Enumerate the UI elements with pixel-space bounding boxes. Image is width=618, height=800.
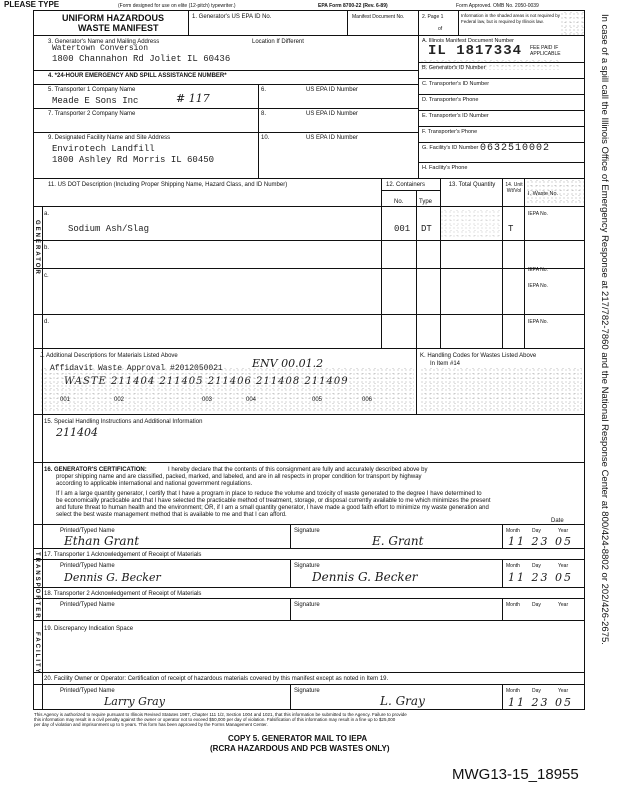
handwritten-env-code: ENV 00.01.2: [252, 357, 324, 370]
field-f-label: F. Transporter's Phone: [422, 129, 478, 135]
footer-law-line1: This Agency is authorized to require pursuant to Illinois Revised Statutes 1987, Chapter 111 1/2, Section 1004 and 1021, that this information be submitted to the Agency. Failure to provide: [34, 712, 407, 717]
section8-label: 8.: [261, 111, 267, 117]
side-label-transporter: TRANSPORTER: [34, 552, 40, 620]
generator-month-label: Month: [506, 528, 520, 534]
field-d-label: D. Transporter's Phone: [422, 97, 479, 103]
section10-epa-label: US EPA ID Number: [306, 135, 358, 141]
facility-id-number: 0632510002: [480, 143, 551, 154]
cert-line6: and future threat to human health and the environment; OR, if I am a small quantity generator, I have made a good faith effort to minimize my waste generation and: [56, 505, 489, 511]
facility-printed-name-label: Printed/Typed Name: [60, 688, 115, 694]
side-label-facility: FACILITY: [34, 632, 40, 675]
footer-law-line3: per day of violation and imprisonment up to 5 years. This form has been approved by the Forms Management Center.: [34, 722, 268, 727]
section19-label: 19. Discrepancy Indication Space: [44, 626, 134, 632]
field-e-label: E. Transporter's ID Number: [422, 113, 489, 119]
facility-name-handwritten: Larry Gray: [104, 695, 165, 708]
scan-noise: [420, 368, 582, 412]
generator-signature-handwritten: E. Grant: [372, 534, 424, 548]
scan-noise: [40, 368, 414, 412]
footer-law-line2: this information may result in a civil penalty against the owner or operator not to exceed $50,000 per day of violation. Falsification of this information may result in a fine up to $25,000: [34, 717, 396, 722]
please-type-label: PLEASE TYPE: [4, 0, 60, 9]
section6-label: 6.: [261, 87, 267, 93]
elite-note: (Form designed for use on elite (12-pitch) typewriter.): [118, 3, 236, 9]
page-label: 2. Page 1: [422, 14, 444, 20]
fee-paid-note: FEE PAID IF APPLICABLE: [530, 45, 561, 57]
section3-label: 3. Generator's Name and Mailing Address: [48, 39, 160, 45]
row-a-description: Sodium Ash/Slag: [68, 224, 150, 234]
facility-year-label: Year: [558, 688, 569, 694]
form-title-line1: UNIFORM HAZARDOUS: [62, 13, 164, 23]
row-c-iepa-label: IEPA No.: [528, 283, 548, 289]
copy-instruction-sub: (RCRA HAZARDOUS AND PCB WASTES ONLY): [210, 744, 390, 753]
section18-label: 18. Transporter 2 Acknowledgement of Receipt of Materials: [44, 591, 202, 597]
facility-day-label: Day: [532, 688, 541, 694]
section15-label: 15. Special Handling Instructions and Additional Information: [44, 419, 203, 425]
generator-name-handwritten: Ethan Grant: [64, 534, 140, 548]
row-a-unit: T: [508, 224, 514, 234]
generator-address: 1800 Channahon Rd Joliet IL 60436: [52, 54, 231, 64]
transporter1-signature-label: Signature: [294, 563, 320, 569]
handwritten-special-handling: 211404: [56, 426, 98, 439]
transporter1-year-label: Year: [558, 563, 569, 569]
transporter1-month-label: Month: [506, 563, 520, 569]
handwritten-waste-codes: WASTE 211404 211405 211406 211408 211409: [64, 376, 349, 387]
section11-label: 11. US DOT Description (Including Proper Shipping Name, Hazard Class, and ID Number): [48, 182, 288, 188]
section-k-sub: In Item #14: [430, 361, 461, 367]
transporter1-date-handwritten: 11 23 05: [508, 571, 573, 584]
transporter2-year-label: Year: [558, 602, 569, 608]
section-k-label: K. Handling Codes for Wastes Listed Above: [420, 353, 537, 359]
j-row-004: 004: [246, 397, 257, 403]
cert-line3: according to applicable international and national government regulations.: [56, 481, 253, 487]
facility-address: 1800 Ashley Rd Morris IL 60450: [52, 155, 215, 165]
generator-epa-id-label: 1. Generator's US EPA ID No.: [192, 14, 272, 20]
form-title-line2: WASTE MANIFEST: [78, 23, 159, 33]
generator-day-label: Day: [532, 528, 541, 534]
cert-line4: If I am a large quantity generator, I certify that I have a program in place to reduce the volume and toxicity of waste generated to the degree I have determined to: [56, 491, 482, 497]
transporter1-handwritten-note: # 117: [176, 92, 210, 105]
transporter1-name-handwritten: Dennis G. Becker: [64, 571, 161, 584]
epa-form-number: EPA Form 8700-22 (Rev. 6-89): [318, 3, 388, 9]
section17-label: 17. Transporter 1 Acknowledgement of Receipt of Materials: [44, 552, 202, 558]
page-of: of: [438, 26, 443, 32]
cert-line1: I hereby declare that the contents of this consignment are fully and accurately described above by: [168, 467, 428, 473]
generator-name: Watertown Conversion: [52, 44, 149, 53]
row-d-label: d.: [44, 319, 50, 325]
transporter2-signature-label: Signature: [294, 602, 320, 608]
total-quantity-label: 13. Total Quantity: [448, 182, 496, 188]
manifest-doc-number: IL 1817334: [428, 43, 523, 59]
j-row-003: 003: [202, 397, 213, 403]
section9-label: 9. Designated Facility Name and Site Address: [48, 135, 171, 141]
field-c-label: C. Transporter's ID Number: [422, 81, 490, 87]
section8-epa-label: US EPA ID Number: [306, 111, 358, 117]
transporter2-printed-name-label: Printed/Typed Name: [60, 602, 115, 608]
facility-name: Envirotech Landfill: [52, 144, 155, 154]
transporter1-signature-handwritten: Dennis G. Becker: [312, 570, 418, 584]
omb-number: Form Approved. OMB No. 2050-0039: [456, 3, 539, 9]
facility-date-handwritten: 11 23 05: [508, 696, 573, 709]
row-c-label: c.: [44, 273, 49, 279]
manifest-doc-label: Manifest Document No.: [352, 14, 405, 20]
row-a-label: a.: [44, 211, 50, 217]
emergency-side-note: In case of a spill call the Illinois Office of Emergency Response at 217/782-7860 and the National Response Center at 800/424-8802 or 202/426-2675.: [599, 14, 610, 645]
row-d-iepa-label: IEPA No.: [528, 319, 548, 325]
facility-signature-label: Signature: [294, 688, 320, 694]
transporter2-day-label: Day: [532, 602, 541, 608]
field-g-label: G. Facility's ID Number: [422, 145, 479, 151]
facility-signature-handwritten: L. Gray: [380, 694, 425, 708]
shaded-note: Information in the shaded areas is not required by Federal law, but is required by Illinois law.: [461, 13, 561, 24]
field-a-label: A. Illinois Manifest Document Number: [422, 38, 515, 44]
scan-noise: [526, 180, 584, 204]
j-row-002: 002: [114, 397, 125, 403]
section20-label: 20. Facility Owner or Operator: Certification of receipt of hazardous materials covered by this manifest except as noted in Item 19.: [44, 676, 389, 682]
unit-label: 14. Unit Wt/Vol: [505, 182, 523, 194]
containers-type-label: Type: [419, 199, 433, 205]
section6-epa-label: US EPA ID Number: [306, 87, 358, 93]
row-a-iepa-label: IEPA No.: [528, 211, 548, 217]
section3-location-label: Location If Different: [252, 39, 304, 45]
transporter1-printed-name-label: Printed/Typed Name: [60, 563, 115, 569]
containers-no-label: No.: [394, 199, 404, 205]
side-label-generator: GENERATOR: [34, 220, 40, 276]
generator-printed-name-label: Printed/Typed Name: [60, 528, 115, 534]
cert-line5: be economically practicable and that I have selected the practicable method of treatment, storage, or disposal currently available to me which minimizes the present: [56, 498, 491, 504]
section-j-label: J. Additional Descriptions for Materials Listed Above: [40, 353, 178, 359]
copy-instruction: COPY 5. GENERATOR MAIL TO IEPA: [228, 734, 368, 743]
row-a-containers-type: DT: [421, 224, 432, 234]
generator-signature-label: Signature: [294, 528, 320, 534]
date-label: Date: [551, 518, 564, 524]
section4-label: 4. *24-HOUR EMERGENCY AND SPILL ASSISTANCE NUMBER*: [48, 73, 227, 79]
transporter1-day-label: Day: [532, 563, 541, 569]
scan-noise: [560, 12, 584, 36]
j-row-006: 006: [362, 397, 373, 403]
generator-year-label: Year: [558, 528, 569, 534]
field-b-label: B. Generator's ID Number: [422, 65, 486, 71]
containers-label: 12. Containers: [386, 182, 426, 188]
row-a-containers-no: 001: [394, 224, 411, 234]
section10-label: 10.: [261, 135, 270, 141]
section5-label: 5. Transporter 1 Company Name: [48, 87, 136, 93]
document-id: MWG13-15_18955: [452, 766, 579, 783]
section7-label: 7. Transporter 2 Company Name: [48, 111, 136, 117]
transporter2-month-label: Month: [506, 602, 520, 608]
waste-no-label: I. Waste No.: [528, 191, 559, 197]
cert-line2: proper shipping name and are classified, packed, marked, and labeled, and are in all respects in proper condition for transport by highway: [56, 474, 422, 480]
scan-noise: [440, 210, 500, 238]
approval-number: Affidavit Waste Approval #2012050021: [50, 364, 223, 373]
generator-date-handwritten: 11 23 05: [508, 535, 573, 548]
section16-label: 16. GENERATOR'S CERTIFICATION:: [44, 467, 147, 473]
j-row-001: 001: [60, 397, 71, 403]
row-b-iepa-label: IEPA No.: [528, 267, 548, 273]
cert-line7: select the best waste management method that is available to me and that I can afford.: [56, 512, 287, 518]
transporter1-name: Meade E Sons Inc: [52, 96, 139, 106]
field-h-label: H. Facility's Phone: [422, 165, 468, 171]
row-b-label: b.: [44, 245, 50, 251]
facility-month-label: Month: [506, 688, 520, 694]
j-row-005: 005: [312, 397, 323, 403]
